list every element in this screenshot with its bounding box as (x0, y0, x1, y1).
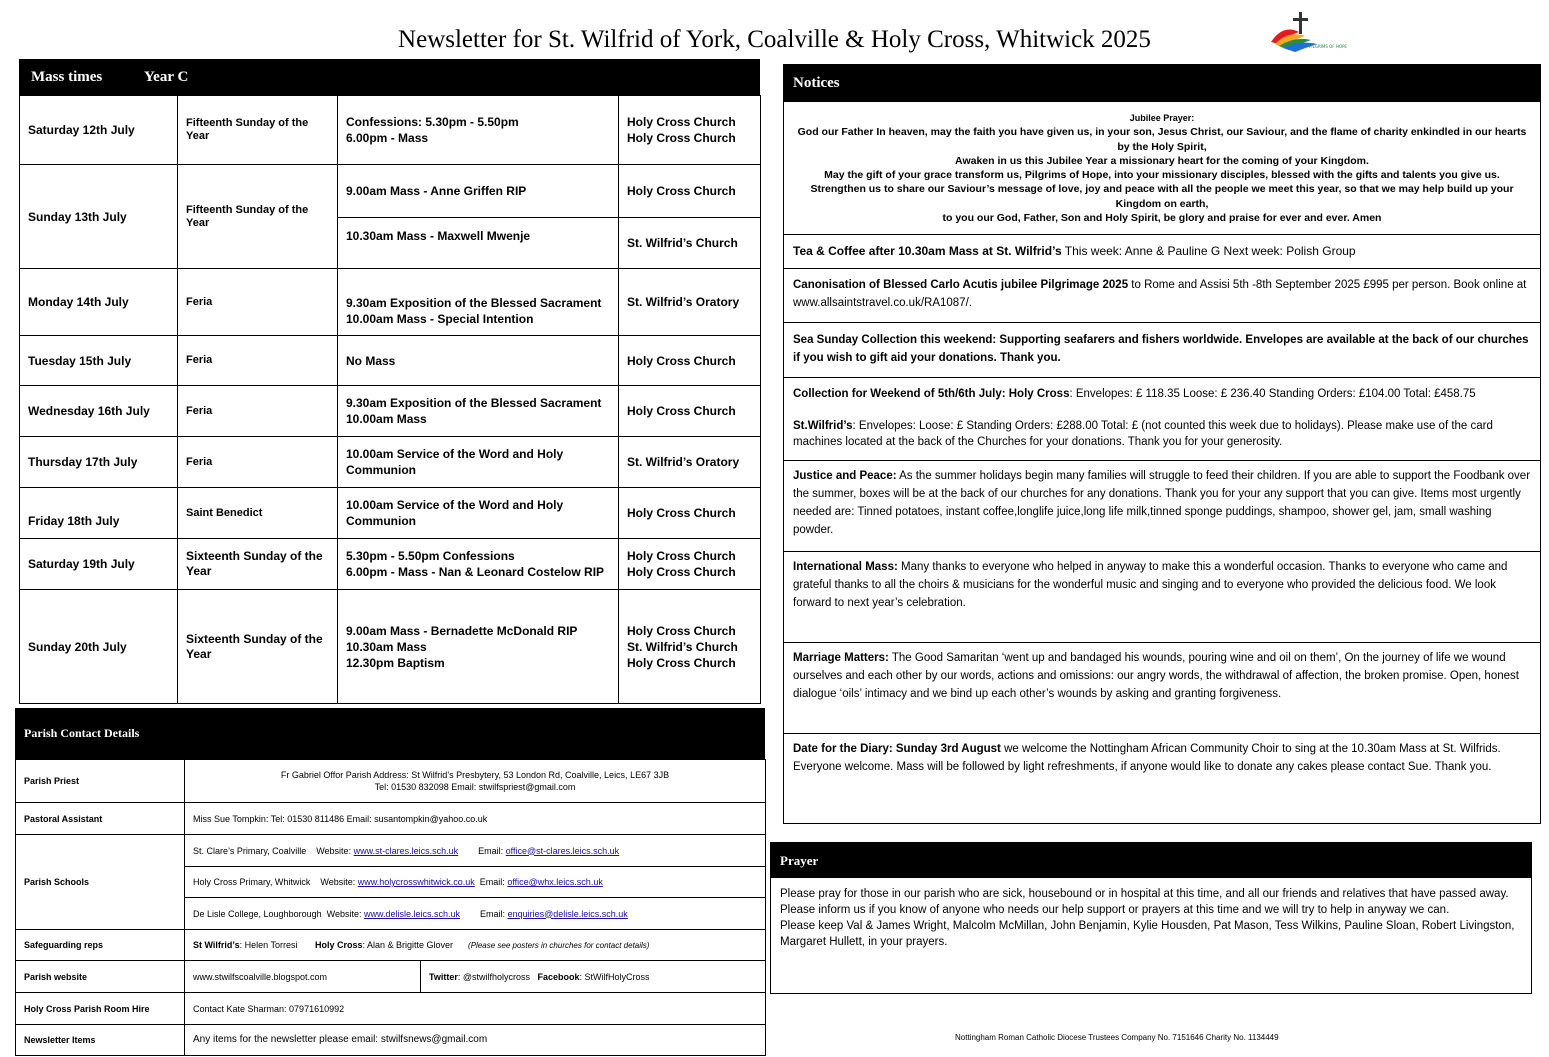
prayer-line: Please keep Val & James Wright, Malcolm McMillan, John Benjamin, Kylie Housden, Pat Mason, Tess Wilkins, Pauline Sloan, Robert Livingston, Margaret Hullett, in your prayers. (780, 920, 1515, 948)
mass-occasion: Sixteenth Sunday of the Year (178, 590, 338, 704)
table-row (16, 803, 766, 835)
mass-services: 5.30pm - 5.50pm Confessions 6.00pm - Mass - Nan & Leonard Costelow RIP (338, 539, 619, 590)
notices-panel (783, 64, 1541, 824)
mass-services: 9.00am Mass - Anne Griffen RIP (338, 165, 619, 218)
notices-header: Notices (784, 65, 1540, 102)
mass-day: Saturday 12th July (20, 96, 178, 165)
mass-services: Confessions: 5.30pm - 5.50pm 6.00pm - Mass (338, 96, 619, 165)
mass-occasion: Saint Benedict (178, 488, 338, 539)
table-row (16, 1025, 766, 1056)
notice-canonisation: Canonisation of Blessed Carlo Acutis jubilee Pilgrimage 2025 to Rome and Assisi 5th -8th September 2025 £995 per person. Book online at www.allsaintstravel.co.uk/RA1087/. (784, 268, 1540, 322)
mass-place: Holy Cross Church (619, 488, 761, 539)
table-row (20, 96, 761, 165)
jubilee-logo (1265, 8, 1347, 54)
mass-place: Holy Cross Church Holy Cross Church (619, 539, 761, 590)
jubilee-line: Strengthen us to share our Saviour’s message of love, joy and peace with all the people we meet this year, so that we may help build up your Kingdom on earth, (810, 183, 1514, 210)
school-website-link[interactable]: www.st-clares.leics.sch.uk (353, 845, 459, 856)
mass-place: Holy Cross Church Holy Cross Church (619, 96, 761, 165)
school-row: De Lisle College, Loughborough Website: www.delisle.leics.sch.uk Email: enquiries@delisle.leics.sch.uk (185, 898, 766, 930)
prayer-header: Prayer (771, 843, 1531, 878)
mass-place: St. Wilfrid’s Oratory (619, 269, 761, 336)
table-row (20, 269, 761, 336)
mass-place: Holy Cross Church St. Wilfrid’s Church Holy Cross Church (619, 590, 761, 704)
table-row (16, 961, 766, 993)
school-email-link[interactable]: office@whx.leics.sch.uk (507, 877, 603, 887)
contact-label: Pastoral Assistant (16, 803, 185, 835)
table-row (20, 488, 761, 539)
table-row (20, 336, 761, 386)
table-row (20, 590, 761, 704)
mass-services: No Mass (338, 336, 619, 386)
notice-marriage-matters: Marriage Matters: The Good Samaritan ‘went up and bandaged his wounds, pouring wine and oil on them’, On the journey of life we wound ourselves and each other by our words, actions and omissions: our angry words, the withdrawal of affection, the broken promise. Open, honest dialogue ‘oils’ intimacy and we bind up each other’s wounds by asking and granting forgiveness. (784, 642, 1540, 733)
jubilee-line: to you our God, Father, Son and Holy Spirit, be glory and praise for ever and ever. Amen (942, 212, 1382, 225)
mass-place: St. Wilfrid’s Oratory (619, 437, 761, 488)
room-hire-details: Contact Kate Sharman: 07971610992 (185, 993, 766, 1025)
notice-sea-sunday: Sea Sunday Collection this weekend: Supporting seafarers and fishers worldwide. Envelopes are available at the back of our churches if you wish to gift aid your donations. Thank you. (784, 322, 1540, 377)
social-media: Twitter: @stwilfholycross Facebook: StWilfHolyCross (421, 961, 766, 993)
notice-tea-coffee: Tea & Coffee after 10.30am Mass at St. Wilfrid’s This week: Anne & Pauline G Next week: Polish Group (784, 234, 1540, 268)
parish-contact-table (15, 759, 766, 1056)
mass-services: 10.00am Service of the Word and Holy Communion (338, 437, 619, 488)
school-row: St. Clare’s Primary, Coalville Website: www.st-clares.leics.sch.uk Email: office@st-clares.leics.sch.uk (185, 835, 766, 867)
notice-diary-date: Date for the Diary: Sunday 3rd August we welcome the Nottingham African Community Choir to sing at the 10.30am Mass at St. Wilfrids. Everyone welcome. Mass will be followed by light refreshments, if anyone would like to donate any cakes please contact Sue. Thank you. (784, 733, 1540, 823)
newsletter-items-details: Any items for the newsletter please email: stwilfsnews@gmail.com (185, 1025, 766, 1056)
mass-times-panel (19, 59, 760, 704)
pastoral-details: Miss Sue Tompkin: Tel: 01530 811486 Email: susantompkin@yahoo.co.uk (185, 803, 766, 835)
mass-times-table (19, 95, 761, 704)
school-website-link[interactable]: www.delisle.leics.sch.uk (363, 908, 461, 919)
jubilee-line: Awaken in us this Jubilee Year a missionary heart for the coming of your Kingdom. (955, 154, 1369, 167)
mass-day: Wednesday 16th July (20, 386, 178, 437)
school-email-link[interactable]: enquiries@delisle.leics.sch.uk (507, 908, 628, 919)
mass-occasion: Feria (178, 269, 338, 336)
school-website-link[interactable]: www.holycrosswhitwick.co.uk (357, 877, 475, 887)
mass-occasion: Sixteenth Sunday of the Year (178, 539, 338, 590)
mass-occasion: Fifteenth Sunday of the Year (178, 96, 338, 165)
table-row (16, 760, 766, 803)
contact-label: Newsletter Items (16, 1025, 185, 1056)
mass-place: Holy Cross Church (619, 336, 761, 386)
mass-place: Holy Cross Church (619, 386, 761, 437)
mass-services: 9.30am Exposition of the Blessed Sacrament 10.00am Mass - Special Intention (338, 269, 619, 336)
parish-contact-header: Parish Contact Details (15, 708, 765, 759)
priest-address: Fr Gabriel Offor Parish Address: St Wilfrid’s Presbytery, 53 London Rd, Coalville, Leics, LE67 3JB (280, 770, 670, 780)
school-email-link[interactable]: office@st-clares.leics.sch.uk (505, 845, 620, 856)
contact-label: Parish website (16, 961, 185, 993)
mass-services: 9.30am Exposition of the Blessed Sacrament 10.00am Mass (338, 386, 619, 437)
school-row: Holy Cross Primary, Whitwick Website: www.holycrosswhitwick.co.uk Email: office@whx.leics.sch.uk (185, 867, 766, 898)
mass-day: Monday 14th July (20, 269, 178, 336)
mass-services: 9.00am Mass - Bernadette McDonald RIP 10.30am Mass 12.30pm Baptism (338, 590, 619, 704)
parish-contact-panel (15, 708, 765, 1056)
mass-day: Thursday 17th July (20, 437, 178, 488)
safeguarding-details: St Wilfrid’s: Helen Torresi Holy Cross: Alan & Brigitte Glover (Please see posters in churches for contact details) (185, 930, 766, 961)
table-row (20, 386, 761, 437)
mass-occasion: Feria (178, 336, 338, 386)
parish-website-value: www.stwilfscoalville.blogspot.com (185, 961, 421, 993)
mass-services: 10.30am Mass - Maxwell Mwenje (338, 218, 619, 269)
mass-services: 10.00am Service of the Word and Holy Communion (338, 488, 619, 539)
mass-occasion: Feria (178, 386, 338, 437)
notice-collection: Collection for Weekend of 5th/6th July: Holy Cross: Envelopes: £ 118.35 Loose: £ 236.40 Standing Orders: £104.00 Total: £458.75 St.Wilfrid’s: Envelopes: Loose: £ Standing Orders: £288.00 Total: £ (not counted this week due to holidays). Please make use of the card machines located at the back of the Churches for your donations. Thank you for your generosity. (784, 377, 1540, 460)
jubilee-prayer (784, 102, 1540, 234)
mass-day: Friday 18th July (20, 488, 178, 539)
mass-day: Sunday 13th July (20, 165, 178, 269)
prayer-line: Please pray for those in our parish who are sick, housebound or in hospital at this time, and all our friends and relatives that have passed away. (780, 888, 1509, 900)
logo-text: PILGRIMS OF HOPE (1309, 44, 1347, 49)
charity-footer: Nottingham Roman Catholic Diocese Trustees Company No. 7151646 Charity No. 1134449 (955, 1033, 1279, 1042)
mass-day: Saturday 19th July (20, 539, 178, 590)
table-row (16, 930, 766, 961)
mass-place: St. Wilfrid’s Church (619, 218, 761, 269)
mass-occasion: Fifteenth Sunday of the Year (178, 165, 338, 269)
priest-phone-email: Tel: 01530 832098 Email: stwilfspriest@gmail.com (374, 782, 576, 792)
mass-times-header (19, 59, 760, 95)
table-row (20, 539, 761, 590)
table-row (20, 437, 761, 488)
mass-day: Tuesday 15th July (20, 336, 178, 386)
page-title: Newsletter for St. Wilfrid of York, Coalville & Holy Cross, Whitwick 2025 (398, 26, 1151, 53)
contact-label: Holy Cross Parish Room Hire (16, 993, 185, 1025)
table-row (16, 993, 766, 1025)
notice-justice-peace: Justice and Peace: As the summer holidays begin many families will struggle to feed their children. If you are able to support the Foodbank over the summer, boxes will be at the back of our churches for any donations. Thank you for your any support that you can give. Items most urgently needed are: Tinned potatoes, instant coffee,longlife juice,long life milk,tinned sponge puddings, shampoo, shower gel, jam, small washing powder. (784, 460, 1540, 551)
prayer-body (771, 878, 1531, 950)
jubilee-line: God our Father In heaven, may the faith you have given us, in your son, Jesus Christ, our Saviour, and the flame of charity enkindled in our hearts by the Holy Spirit, (797, 126, 1527, 153)
mass-place: Holy Cross Church (619, 165, 761, 218)
jubilee-line: May the gift of your grace transform us, Pilgrims of Hope, into your missionary disciples, blessed with the gifts and talents you give us. (824, 169, 1500, 182)
mass-times-title: Mass times (31, 69, 103, 85)
table-row (20, 165, 761, 218)
notice-international-mass: International Mass: Many thanks to everyone who helped in anyway to make this a wonderful occasion. Thanks to everyone who came and grateful thanks to all the choirs & musicians for the wonderful music and singing and to everyone who provided the delicious food. We look forward to next year’s celebration. (784, 551, 1540, 642)
mass-day: Sunday 20th July (20, 590, 178, 704)
prayer-panel (770, 842, 1532, 994)
table-row (16, 835, 766, 867)
mass-occasion: Feria (178, 437, 338, 488)
liturgical-year: Year C (144, 69, 189, 85)
contact-label: Safeguarding reps (16, 930, 185, 961)
jubilee-prayer-title: Jubilee Prayer: (1129, 113, 1195, 123)
contact-label: Parish Priest (16, 760, 185, 803)
prayer-line: Please inform us if you know of anyone who needs our help support or prayers at this time and we will try to help in anyway we can. (780, 904, 1450, 916)
priest-details (185, 760, 766, 803)
contact-label: Parish Schools (16, 835, 185, 930)
